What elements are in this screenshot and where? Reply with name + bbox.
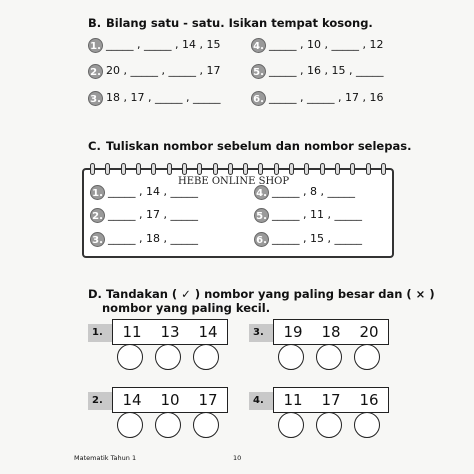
d-item-4-number: 4. <box>249 392 273 410</box>
item-number-badge: 4. <box>254 185 269 200</box>
c-item-6 <box>254 231 362 247</box>
section-b-heading <box>88 16 373 30</box>
answer-circle[interactable] <box>278 412 304 438</box>
section-d-heading <box>88 287 435 301</box>
d-item-3-number: 3. <box>249 324 273 342</box>
answer-circle[interactable] <box>354 344 380 370</box>
d-item-3-value: 18 <box>321 323 341 341</box>
answer-circle[interactable] <box>278 344 304 370</box>
b-item-3 <box>88 90 220 106</box>
b-item-4 <box>251 37 383 53</box>
item-number-badge: 4. <box>251 38 266 53</box>
answer-circle[interactable] <box>316 412 342 438</box>
c-item-2-text: _____ , 17 , _____ <box>108 208 198 221</box>
c-item-5-text: _____ , 11 , _____ <box>272 208 362 221</box>
item-number-badge: 3. <box>90 232 105 247</box>
item-number-badge: 1. <box>90 185 105 200</box>
footer-page-number: 10 <box>233 454 242 462</box>
section-b-instruction: Bilang satu - satu. Isikan tempat kosong. <box>106 16 373 30</box>
d-item-4-value: 17 <box>321 391 341 409</box>
section-c-instruction: Tuliskan nombor sebelum dan nombor selepas. <box>106 139 412 153</box>
watermark-text: HEBE ONLINE SHOP <box>178 176 290 187</box>
c-item-3-text: _____ , 18 , _____ <box>108 232 198 245</box>
answer-circle[interactable] <box>193 412 219 438</box>
b-item-4-text: _____ , 10 , _____ , 12 <box>269 38 384 51</box>
b-item-1-text: _____ , _____ , 14 , 15 <box>106 38 221 51</box>
section-d-instruction-line1: Tandakan ( ✓ ) nombor yang paling besar dan ( × ) <box>106 287 435 301</box>
d-item-3-number-box <box>273 319 389 345</box>
b-item-2 <box>88 63 220 79</box>
d-item-3-value: 19 <box>283 323 303 341</box>
section-d-letter: D. <box>88 287 102 301</box>
answer-circle[interactable] <box>193 344 219 370</box>
section-c-heading <box>88 139 411 153</box>
d-item-2-value: 14 <box>122 391 142 409</box>
item-number-badge: 5. <box>251 64 266 79</box>
d-item-4-value: 11 <box>283 391 303 409</box>
c-item-6-text: _____ , 15 , _____ <box>272 232 362 245</box>
section-c-letter: C. <box>88 139 101 153</box>
b-item-6-text: _____ , _____ , 17 , 16 <box>269 91 384 104</box>
section-b-letter: B. <box>88 16 102 30</box>
b-item-5-text: _____ , 16 , 15 , _____ <box>269 64 384 77</box>
answer-circle[interactable] <box>155 344 181 370</box>
d-item-4-value: 16 <box>359 391 379 409</box>
answer-circle[interactable] <box>155 412 181 438</box>
c-item-1-text: _____ , 14 , _____ <box>108 185 198 198</box>
d-item-3-value: 20 <box>359 323 379 341</box>
d-item-2-value: 17 <box>198 391 218 409</box>
b-item-3-text: 18 , 17 , _____ , _____ <box>106 91 221 104</box>
answer-circle[interactable] <box>316 344 342 370</box>
item-number-badge: 1. <box>88 38 103 53</box>
item-number-badge: 6. <box>254 232 269 247</box>
b-item-1 <box>88 37 220 53</box>
item-number-badge: 2. <box>88 64 103 79</box>
answer-circle[interactable] <box>354 412 380 438</box>
d-item-2-number-box <box>112 387 228 413</box>
notebook-spiral <box>90 163 386 175</box>
d-item-1-value: 11 <box>122 323 142 341</box>
c-item-5 <box>254 207 362 223</box>
footer-book-title: Matematik Tahun 1 <box>74 454 137 462</box>
d-item-1-number-box <box>112 319 228 345</box>
section-d-instruction-line2: nombor yang paling kecil. <box>102 301 271 315</box>
d-item-1-number: 1. <box>88 324 112 342</box>
c-item-4-text: _____ , 8 , _____ <box>272 185 355 198</box>
b-item-2-text: 20 , _____ , _____ , 17 <box>106 64 221 77</box>
d-item-4-number-box <box>273 387 389 413</box>
c-item-3 <box>90 231 198 247</box>
item-number-badge: 6. <box>251 91 266 106</box>
b-item-6 <box>251 90 383 106</box>
item-number-badge: 5. <box>254 208 269 223</box>
c-item-2 <box>90 207 198 223</box>
d-item-1-value: 13 <box>160 323 180 341</box>
answer-circle[interactable] <box>117 344 143 370</box>
d-item-2-number: 2. <box>88 392 112 410</box>
item-number-badge: 2. <box>90 208 105 223</box>
item-number-badge: 3. <box>88 91 103 106</box>
answer-circle[interactable] <box>117 412 143 438</box>
b-item-5 <box>251 63 383 79</box>
d-item-1-value: 14 <box>198 323 218 341</box>
d-item-2-value: 10 <box>160 391 180 409</box>
